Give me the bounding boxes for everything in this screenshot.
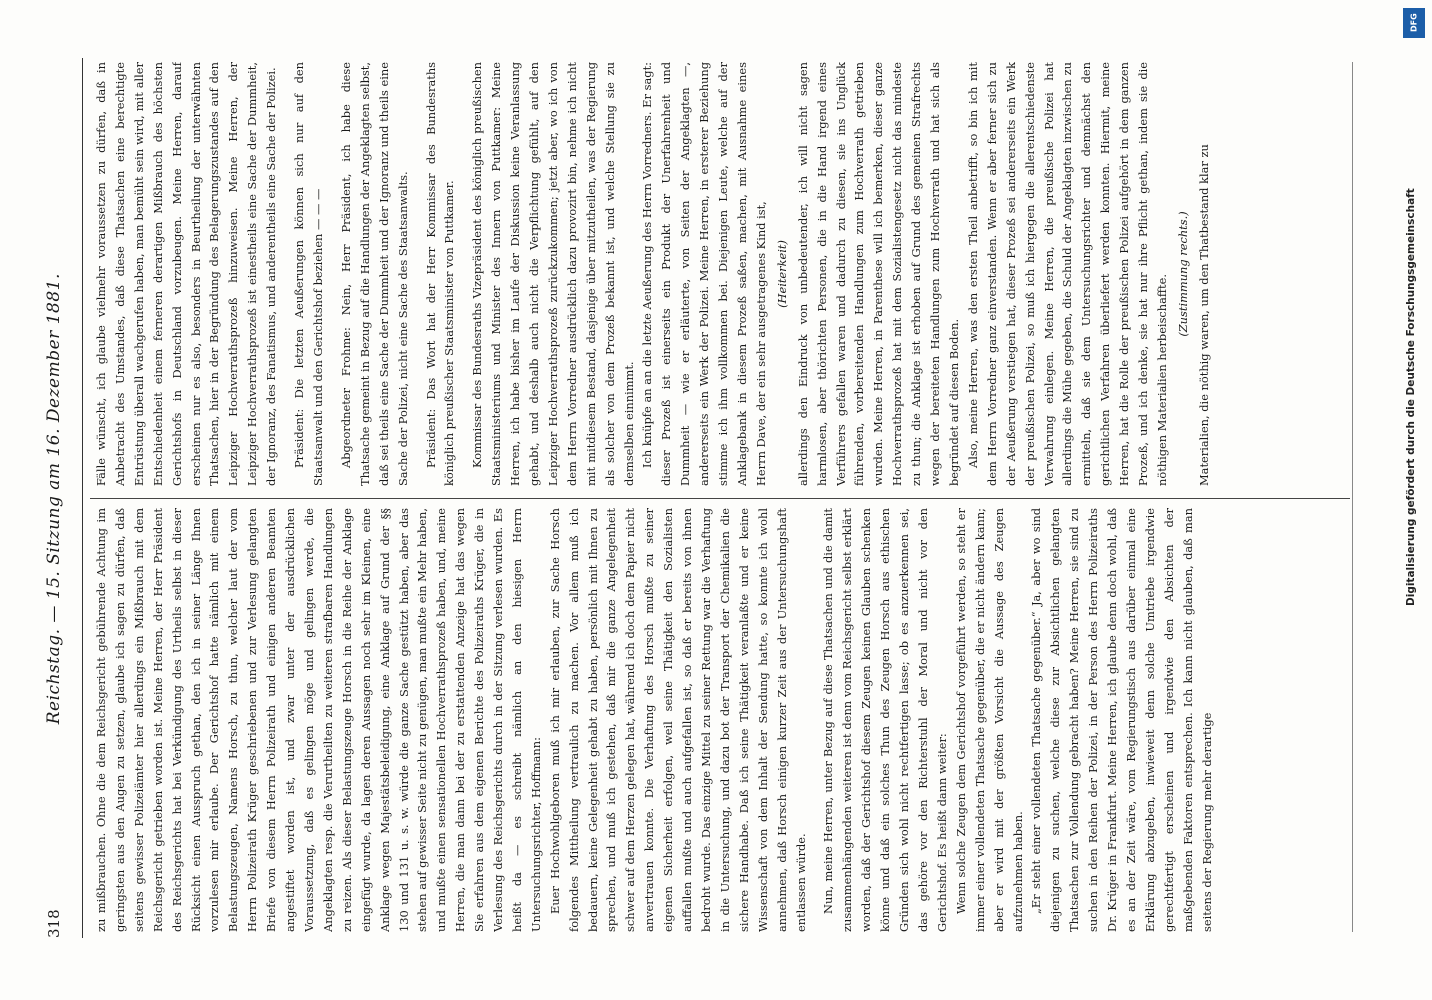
paragraph: Ich knüpfe an an die letzte Aeußerung des Herrn Vorredners. Er sagt: dieser Prozeß ist einerseits ein Produkt der Unerfahrenheit und Dummheit — wie er erläuterte, von Seiten der Angeklagten —, andererseits ein Werk der Polizei. Meine Herren, in ersterer Beziehung stimme ich ihm vollkommen bei. Diejenigen Leute, welche auf der Anklagebank in diesem Prozeß saßen, machen, mit Ausnahme eines Herrn Dave, der ein sehr ausgetragenes Kind ist, — [640, 62, 768, 486]
session-title: Reichstag. — 15. Sitzung am 16. Dezember 1881. — [44, 273, 64, 725]
paragraph: „Er steht einer vollendeten Thatsache gegenüber.“ Ja, aber wo sind diejenigen zu suchen, welche diese zur Absichtlichen gelangten Thatsachen zur Vollendung gebracht haben? Meine Herren, sie sind zu suchen in den Reihen der Polizei, in der Person des Herrn Polizeiraths Dr. Krüger in Frankfurt. Meine Herren, ich glaube denn doch wohl, daß es an der Zeit wäre, vom Regierungstisch aus darüber einmal eine Erklärung abzugeben, inwieweit denn solche Umtriebe irgendwie gerechtfertigt erscheinen und irgendwie den Absichten der maßgebenden Faktoren entsprechen. Ich kann nicht glauben, daß man seitens der Regierung mehr derartige — [1029, 508, 1214, 932]
right-column — [92, 62, 1347, 486]
paragraph: Materialien, die nöthig waren, um den Thatbestand klar zu — [1196, 144, 1211, 486]
paragraph: Nun, meine Herren, unter Bezug auf diese Thatsachen und die damit zusammenhängenden weiteren ist denn vom Reichsgericht selbst erklärt worden, daß der Gerichtshof diesem Zeugen keinen Glauben schenken könne und daß ein solches Thun des Zeugen Horsch aus ethischen Gründen sich wohl nicht rechtfertigen lasse; ob es anzuerkennen sei, das gehöre vor den Richterstuhl der Moral und nicht vor den Gerichtshof. Es heißt dann weiter: — [821, 508, 949, 932]
digitization-sidebar — [1395, 0, 1432, 1000]
paragraph: Also, meine Herren, was den ersten Theil anbetrifft, so bin ich mit dem Herrn Vorredner ganz einverstanden. Wenn er aber ferner sich zu der Aeußerung verstiegen hat, dieser Prozeß sei andererseits ein Werk der preußischen Polizei, so muß ich hiergegen die allerentschiedenste Verwahrung einlegen. Meine Herren, die preußische Polizei hat allerdings die Mühe gegeben, die Schuld der Angeklagten inzwischen zu ermitteln, daß sie dem Untersuchungsrichter und demnächst den gerichtlichen Verfahren überliefert werden konnten. Hiermit, meine Herren, hat die Rolle der preußischen Polizei aufgehört in dem ganzen Prozeß, und ich denke, sie hat nur ihre Pflicht gethan, indem sie die nöthigen Materialien herbeischaffte. — [965, 62, 1169, 486]
paragraph: zu mißbrauchen. Ohne die dem Reichsgericht gebührende Achtung im geringsten aus den Augen zu setzen, glaube ich sagen zu dürfen, daß seitens gewisser Polizeiämter hier allerdings ein Mißbrauch mit dem Reichsgericht getrieben worden ist. Meine Herren, der Herr Präsident des Reichsgerichts hat bei Verkündigung des Urtheils selbst in dieser Rücksicht einen Ausspruch gethan, den ich in seiner Länge Ihnen vorzulesen mir erlaube. Der Gerichtshof hatte nämlich mit einem Belastungszeugen, Namens Horsch, zu thun, welcher laut der vom Herrn Polizeirath Krüger geschriebenen und zur Verlesung gelangten Briefe von diesem Herrn Polizeirath und einigen anderen Beamten angestiftet worden ist, und zwar unter der ausdrücklichen Voraussetzung, daß es gelingen möge und gelingen werde, die Angeklagten resp. die Verurtheilten zu weiteren strafbaren Handlungen zu reizen. Als dieser Belastungszeuge Horsch in die Reihe der Anklage eingefügt wurde, da lagen deren Aussagen noch sehr im Kleinen, eine Anklage wegen Majestätsbeleidigung, eine Anklage auf Grund der §§ 130 und 131 u. s. w. würde die ganze Sache gestützt haben, aber das stehen auf gewisser Seite nicht zu genügen, man mußte ein Mehr haben, und mußte einen sensationellen Hochverrathsprozeß haben, und, meine Herren, die man dann bei der zu erstattenden Anzeige hat das wegen Sie erfahren aus dem eigenen Berichte des Polizeiraths Krüger, die in Verlesung des Reichsgerichts durch in der Sitzung verlesen wurden. Es heißt da — es schreibt nämlich an den hiesigen Herrn Untersuchungsrichter, Hoffmann: — [94, 508, 543, 932]
funding-credit: Digitalisierung gefördert durch die Deutsche Forschungsgemeinschaft — [1405, 188, 1417, 606]
page-number: 318 — [45, 909, 63, 938]
speaker-paragraph: Abgeordneter Frohme: Nein, Herr Präsident, ich habe diese Thatsache gemeint in Bezug auf die Handlungen der Angeklagten selbst, daß sei theils eine Sache der Dummheit und der Ignoranz und theils eine Sache der Polizei, nicht eine Sache des Staatsanwalts. — [338, 62, 410, 486]
speaker-paragraph: Präsident: Die letzten Aeußerungen können sich nur auf den Staatsanwalt und den Gerichtshof beziehen — — — — [292, 62, 325, 486]
paragraph: allerdings den Eindruck von unbedeutender, ich will nicht sagen harmlosen, aber thörichten Personen, die in die Hand irgend eines Verführers gefallen waren und dadurch zu diesen, sie ins Unglück führenden, vorbereitenden Handlungen zum Hochverrath getrieben wurden. Meine Herren, in Parenthese will ich bemerken, dieser ganze Hochverrathsprozeß hat mit dem Sozialistengesetz nicht das mindeste zu thun; die Anklage ist erhoben auf Grund des gemeinen Strafrechts wegen der bereiteten Handlungen zum Hochverrath und hat sich als begründet auf diesen Boden. — [795, 62, 961, 486]
paragraph: Fälle wünscht, ich glaube vielmehr voraussetzen zu dürfen, daß in Anbetracht des Umstandes, daß diese Thatsachen eine berechtigte Entrüstung überall wachgerufen haben, man bemüht sein wird, mit aller Entschiedenheit einem ferneren derartigen Mißbrauch des höchsten Gerichtshofs in Deutschland vorzubeugen. Meine Herren, darauf erscheinen nur es also, besonders in Beurtheilung der unterwähnten Thatsachen, hier in der Begründung des Belagerungszustandes auf den Leipziger Hochverrathsprozeß hinzuweisen. Meine Herren, der Leipziger Hochverrathsprozeß ist einestheils eine Sache der Dummheit, der Ignoranz, des Fanatismus, und anderentheils eine Sache der Polizei. — [94, 62, 279, 486]
interjection: (Heiterkeit) — [774, 240, 789, 308]
footer-rule — [1352, 62, 1353, 932]
dfg-logo: DFG — [1403, 8, 1425, 38]
speaker-paragraph: Kommissar des Bundesraths Vizepräsident des königlich preußischen Staatsministeriums und Minister des Innern von Puttkamer: Meine Herren, ich habe bisher im Laufe der Diskussion keine Veranlassung gehabt, und deshalb auch nicht die Verpflichtung gefühlt, auf den Leipziger Hochverrathsprozeß zurückzukommen; jetzt aber, wo ich von dem Herrn Vorredner ausdrücklich dazu provozirt bin, nehme ich nicht mit mitdiesem Bestand, dasjenige über mitzutheilen, was der Regierung als solcher von dem Prozeß bekannt ist, und welche Stellung sie zu demselben einnimmt. — [470, 62, 636, 486]
left-column — [92, 508, 1347, 932]
page-header — [30, 58, 78, 938]
column-divider — [90, 498, 1350, 499]
quotation-paragraph: Wenn solche Zeugen dem Gerichtshof vorgeführt werden, so steht er immer einer vollendeten Thatsache gegenüber, die er nicht ändern kann; aber er wird mit der größten Vorsicht die Aussage des Zeugen aufzunehmen haben. — [953, 508, 1025, 932]
interjection: (Zustimmung rechts.) — [1175, 211, 1190, 337]
quotation-paragraph: Euer Hochwohlgeboren muß ich mir erlauben, zur Sache Horsch folgendes Mittheilung vertraulich zu machen. Vor allem muß ich bedauern, keine Gelegenheit gehabt zu haben, persönlich mit Ihnen zu sprechen, und muß ich gestehen, daß mir die ganze Angelegenheit schwer auf dem Herzen gelegen hat, während ich doch dem Papier nicht anvertrauen konnte. Die Verhaftung des Horsch mußte zu seiner eigenen Sicherheit erfolgen, weil seine Thätigkeit den Sozialisten auffallen mußte und auch aufgefallen ist, so daß er bereits von ihnen bedroht wurde. Das einzige Mittel zu seiner Rettung war die Verhaftung in die Untersuchung, und dazu bot der Transport der Chemikalien die sichere Handhabe. Daß ich seine Thätigkeit veranlaßte und er keine Wissenschaft von dem Inhalt der Sendung hatte, so konnte ich wohl annehmen, daß Horsch einigen kurzer Zeit aus der Untersuchungshaft entlassen würde. — [547, 508, 808, 932]
header-rule — [82, 58, 83, 938]
speaker-paragraph: Präsident: Das Wort hat der Herr Kommissar des Bundesraths königlich preußischer Staatsminister von Puttkamer. — [423, 62, 457, 486]
